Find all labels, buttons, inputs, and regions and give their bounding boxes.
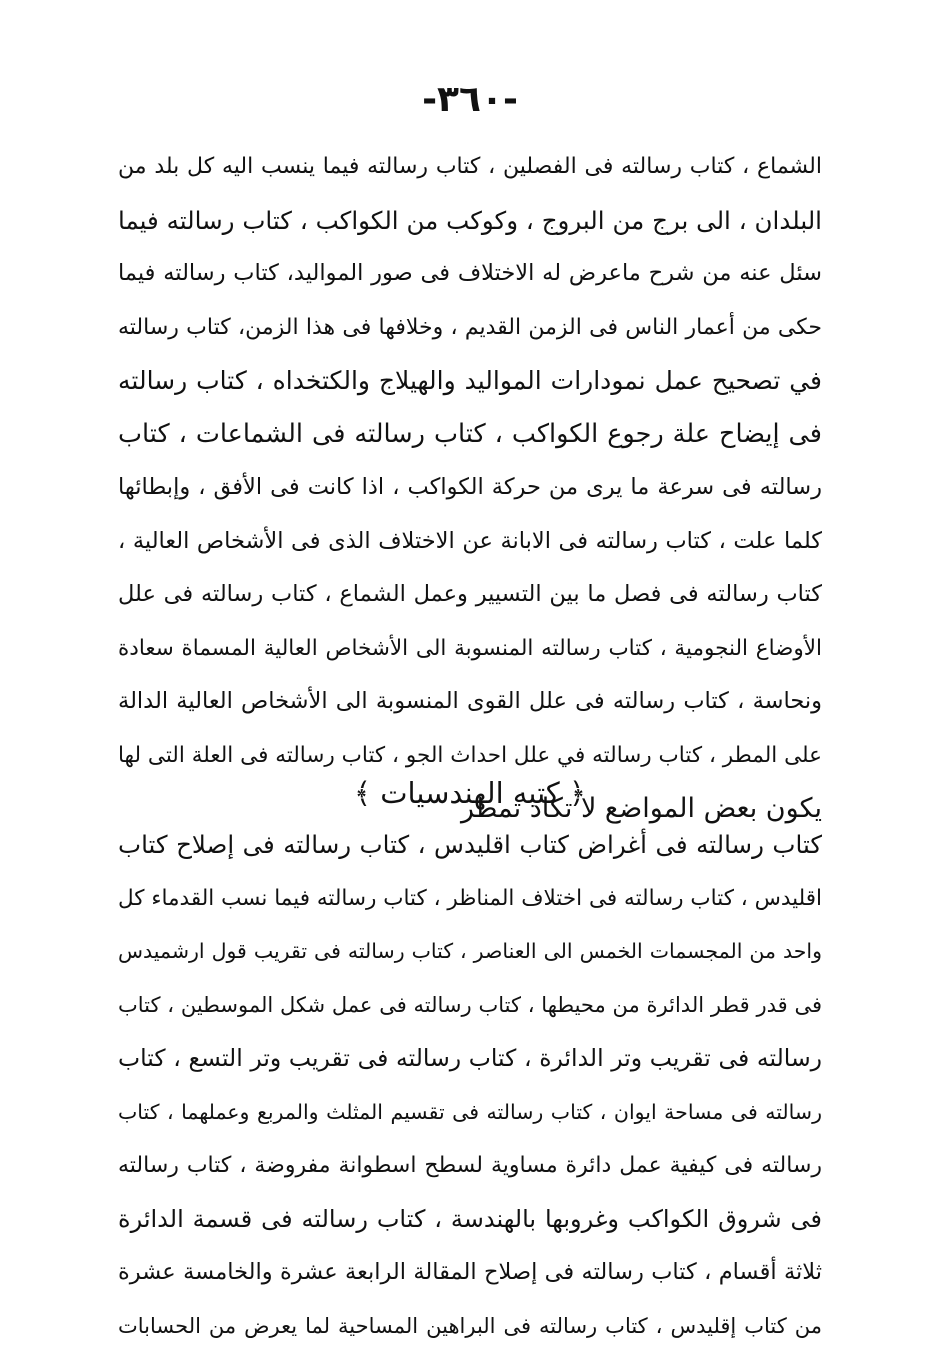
text-line: حكى من أعمار الناس فى الزمن القديم ، وخلافها فى هذا الزمن، كتاب رسالته bbox=[118, 314, 822, 340]
text-line: الشماع ، كتاب رسالته فى الفصلين ، كتاب رسالته فيما ينسب اليه كل بلد من bbox=[118, 154, 822, 179]
page-number: -٣٦٠- bbox=[422, 79, 518, 120]
text-line: رسالته فى كيفية عمل دائرة مساوية لسطح اسطوانة مفروضة ، كتاب رسالته bbox=[118, 1153, 822, 1178]
text-line: رسالته فى سرعة ما يرى من حركة الكواكب ، اذا كانت فى الأفق ، وإبطائها bbox=[118, 474, 822, 500]
text-line: الأوضاع النجومية ، كتاب رسالته المنسوبة الى الأشخاص العالية المسماة سعادة bbox=[118, 635, 822, 661]
text-line: يكون بعض المواضع لا تكاد تمطر bbox=[460, 793, 822, 824]
text-line: واحد من المجسمات الخمس الى العناصر ، كتاب رسالته فى تقريب قول ارشميدس bbox=[118, 939, 822, 963]
text-line: كتاب رسالته فى فصل ما بين التسيير وعمل الشماع ، كتاب رسالته فى علل bbox=[118, 581, 822, 607]
text-line: فى شروق الكواكب وغروبها بالهندسة ، كتاب رسالته فى قسمة الدائرة bbox=[118, 1204, 822, 1233]
text-line: البلدان ، الى برج من البروج ، وكوكب من الكواكب ، كتاب رسالته فيما bbox=[118, 205, 822, 235]
section-heading: ﴿ كتبه الهندسيات ﴾ bbox=[354, 776, 586, 810]
text-line: كتاب رسالته فى أغراض كتاب اقليدس ، كتاب رسالته فى إصلاح كتاب bbox=[118, 830, 822, 859]
text-line: فى إيضاح علة رجوع الكواكب ، كتاب رسالته فى الشماعات ، كتاب bbox=[118, 418, 822, 449]
text-line: ونحاسة ، كتاب رسالته فى علل القوى المنسوبة الى الأشخاص العالية الدالة bbox=[118, 688, 822, 714]
text-line: سئل عنه من شرح ماعرض له الاختلاف فى صور المواليد، كتاب رسالته فيما bbox=[118, 260, 822, 286]
text-line: ثلاثة أقسام ، كتاب رسالته فى إصلاح المقالة الرابعة عشرة والخامسة عشرة bbox=[118, 1259, 822, 1285]
text-line: كلما علت ، كتاب رسالته فى الابانة عن الاختلاف الذى فى الأشخاص العالية ، bbox=[118, 527, 822, 554]
upper-text-block bbox=[118, 140, 822, 836]
text-line: رسالته فى تقريب وتر الدائرة ، كتاب رسالته فى تقريب وتر التسع ، كتاب bbox=[118, 1044, 822, 1072]
lower-text-block bbox=[118, 818, 822, 1353]
text-line: من كتاب إقليدس ، كتاب رسالته فى البراهين المساحية لما يعرض من الحسابات bbox=[118, 1313, 822, 1338]
text-line: على المطر ، كتاب رسالته في علل احداث الجو ، كتاب رسالته فى العلة التى لها bbox=[118, 742, 822, 768]
text-line: فى قدر قطر الدائرة من محيطها ، كتاب رسالته فى عمل شكل الموسطين ، كتاب bbox=[118, 992, 822, 1017]
text-line: اقليدس ، كتاب رسالته فى اختلاف المناظر ، كتاب رسالته فيما نسب القدماء كل bbox=[118, 885, 822, 911]
text-line: رسالته فى مساحة ايوان ، كتاب رسالته فى تقسيم المثلث والمربع وعملهما ، كتاب bbox=[118, 1099, 822, 1124]
text-line: في تصحيح عمل نمودارات المواليد والهيلاج والكتخداه ، كتاب رسالته bbox=[118, 366, 822, 395]
